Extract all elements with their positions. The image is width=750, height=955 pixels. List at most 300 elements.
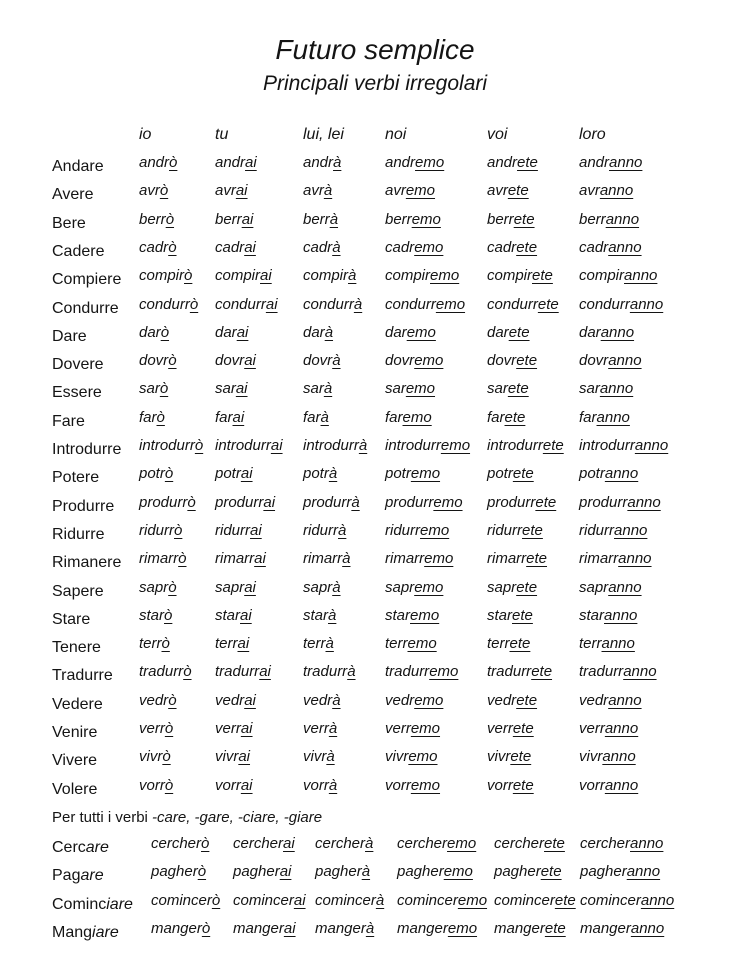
verb-infinitive [52,611,90,629]
verb-infinitive [52,924,119,942]
conjugation-cell [215,579,256,596]
conjugation-cell [579,777,638,794]
conjugation-ending: ò [197,863,207,881]
conjugation-stem: potr [487,465,513,483]
conjugation-stem: star [385,606,411,624]
conjugation-ending: emo [420,521,450,539]
conjugation-cell [303,579,341,596]
conjugation-stem: sar [215,380,236,398]
conjugation-cell [139,579,177,596]
conjugation-ending: anno [599,380,634,398]
conjugation-ending: emo [406,323,436,341]
verb-infinitive [52,328,87,346]
conjugation-ending: anno [623,663,657,681]
conjugation-cell [385,748,438,765]
conjugation-stem: dar [487,323,509,341]
conjugation-ending: ete [512,606,533,624]
conjugation-ending: ete [512,720,534,737]
conjugation-cell [385,324,436,341]
conjugation-ending: ai [237,635,250,653]
conjugation-stem: far [487,408,505,426]
verb-row [0,835,750,863]
conjugation-cell [139,437,203,454]
conjugation-ending: ò [211,891,221,909]
conjugation-cell [139,267,192,284]
conjugation-cell [385,635,437,652]
conjugation-ending: à [353,295,363,313]
conjugation-cell [139,380,168,397]
conjugation-stem: comincer [151,891,212,909]
conjugation-cell [487,324,530,341]
verb-infinitive-text: Potere [52,469,100,487]
verb-infinitive [52,469,99,487]
conjugation-cell [139,494,196,511]
conjugation-cell [215,777,253,794]
conjugation-ending: anno [627,493,661,511]
conjugation-stem: introdurr [215,437,271,454]
verb-infinitive-text: Tradurre [52,667,113,685]
conjugation-cell [487,352,537,369]
conjugation-ending: anno [600,323,635,341]
conjugation-cell [139,748,171,765]
conjugation-stem: dar [385,323,407,341]
conjugation-ending: ò [164,776,174,794]
conjugation-ending: anno [599,182,634,200]
conjugation-ending: emo [429,663,459,681]
conjugation-cell [385,720,440,737]
verb-row [0,522,750,550]
conjugation-cell [487,720,534,737]
conjugation-cell [303,748,335,765]
conjugation-stem: compir [487,267,533,285]
conjugation-ending: ò [164,720,174,737]
conjugation-cell [579,692,642,709]
conjugation-stem: vedr [303,691,333,709]
conjugation-ending: à [332,578,341,596]
conjugation-stem: potr [139,465,165,483]
conjugation-stem: potr [579,465,605,483]
verb-infinitive [52,384,102,402]
conjugation-cell [315,920,374,937]
verb-row [0,296,750,324]
conjugation-stem: comincer [397,891,458,909]
conjugation-ending: à [328,776,338,794]
conjugation-stem: compir [303,267,349,285]
conjugation-stem: vorr [579,776,605,794]
header-loro: loro [579,126,606,143]
conjugation-stem: vorr [215,776,241,794]
conjugation-stem: verr [303,720,329,737]
verb-infinitive-text: Stare [52,610,91,628]
verb-infinitive-text: Produrre [52,497,115,515]
verb-row [0,267,750,295]
conjugation-stem: ridurr [139,521,175,539]
conjugation-ending: ai [245,154,257,171]
conjugation-cell [303,663,356,680]
conjugation-cell [579,267,657,284]
conjugation-cell [233,863,291,880]
conjugation-ending: emo [405,182,436,200]
conjugation-stem: produrr [215,493,264,511]
conjugation-cell [303,324,333,341]
conjugation-stem: ridurr [215,521,251,539]
conjugation-cell [139,777,173,794]
verb-infinitive [52,215,86,233]
conjugation-ending: ò [159,380,169,398]
conjugation-cell [303,550,351,567]
conjugation-ending: à [333,154,342,171]
conjugation-ending: à [332,691,341,709]
conjugation-stem: ridurr [385,521,421,539]
conjugation-ending: ai [250,521,262,539]
verb-infinitive [52,300,119,318]
conjugation-ending: emo [407,635,437,653]
conjugation-stem: tradurr [303,663,348,681]
conjugation-ending: anno [604,720,639,737]
conjugation-ending: ò [160,323,170,341]
conjugation-stem: star [579,606,605,624]
verb-infinitive-text: Sapere [52,582,104,600]
conjugation-cell [303,296,362,313]
verb-row [0,920,750,948]
conjugation-cell [487,748,531,765]
conjugation-stem: vivr [303,748,327,766]
conjugation-cell [580,920,664,937]
conjugation-stem: dar [579,323,601,341]
verb-infinitive-text: Ridurre [52,525,105,543]
page-title: Futuro semplice [275,34,475,65]
conjugation-stem: dovr [487,352,517,370]
conjugation-cell [385,239,443,256]
conjugation-ending: ai [244,691,256,709]
conjugation-ending: à [365,835,374,852]
conjugation-cell [139,154,177,171]
conjugation-ending: ò [164,465,174,483]
conjugation-stem: tradurr [139,663,184,681]
conjugation-ending: emo [433,493,463,511]
conjugation-cell [303,352,341,369]
conjugation-cell [579,182,633,199]
verb-infinitive [52,896,133,914]
conjugation-cell [139,692,177,709]
conjugation-cell [494,835,565,852]
conjugation-ending: à [358,437,368,454]
verb-infinitive-stem: Mang [52,923,93,941]
conjugation-stem: avr [215,182,236,200]
conjugation-stem: dar [139,323,161,341]
conjugation-ending: emo [410,606,440,624]
conjugation-stem: dovr [139,352,169,370]
conjugation-cell [215,550,266,567]
conjugation-cell [303,267,356,284]
conjugation-stem: sar [385,380,406,398]
verb-row [0,720,750,748]
conjugation-stem: compir [139,267,185,285]
conjugation-ending: à [323,380,333,398]
conjugation-stem: produrr [385,493,434,511]
conjugation-stem: berr [215,210,242,228]
conjugation-stem: rimarr [487,550,527,568]
conjugation-stem: dovr [303,352,333,370]
verb-infinitive [52,583,104,601]
conjugation-ending: anno [630,835,664,852]
conjugation-stem: star [139,606,165,624]
conjugation-ending: ete [554,891,576,909]
conjugation-ending: anno [608,691,642,709]
conjugation-ending: ò [156,408,165,426]
conjugation-cell [487,465,534,482]
conjugation-ending: ete [532,267,553,285]
verb-infinitive-text: Essere [52,384,102,402]
conjugation-cell [151,892,220,909]
conjugation-stem: terr [139,635,162,653]
conjugation-cell [215,296,278,313]
conjugation-ending: ò [184,267,193,285]
verb-infinitive-stem: Pag [52,867,81,885]
conjugation-cell [487,607,533,624]
conjugation-cell [233,835,295,852]
conjugation-stem: sar [139,380,160,398]
conjugation-ending: ete [540,863,562,881]
conjugation-ending: ai [235,182,248,200]
conjugation-stem: vorr [139,776,165,794]
conjugation-cell [303,777,337,794]
conjugation-cell [233,892,306,909]
conjugation-stem: sapr [579,578,609,596]
conjugation-cell [215,380,248,397]
conjugation-ending: emo [457,891,488,909]
verb-row [0,579,750,607]
conjugation-stem: andr [579,154,610,171]
verb-row [0,182,750,210]
verb-row [0,663,750,691]
verb-infinitive-text: Rimanere [52,554,122,572]
conjugation-stem: avr [385,182,406,200]
conjugation-ending: ai [235,380,248,398]
conjugation-ending: ete [537,295,559,313]
conjugation-stem: berr [139,210,166,228]
conjugation-ending: ò [187,493,196,511]
header-lui-lei: lui, lei [303,126,344,143]
conjugation-ending: anno [630,919,665,937]
conjugation-ending: emo [435,295,466,313]
conjugation-stem: cercher [494,835,545,852]
conjugation-cell [385,267,459,284]
verb-infinitive [52,781,97,799]
conjugation-cell [579,720,638,737]
conjugation-cell [397,835,476,852]
conjugation-stem: condurr [579,295,630,313]
conjugation-ending: à [351,493,360,511]
conjugation-stem: dovr [579,352,609,370]
verb-infinitive [52,271,121,289]
conjugation-cell [385,380,435,397]
conjugation-ending: à [361,863,371,881]
conjugation-ending: anno [604,606,638,624]
conjugation-stem: vorr [385,776,411,794]
conjugation-cell [303,522,346,539]
conjugation-stem: rimarr [139,550,179,568]
conjugation-cell [487,663,552,680]
conjugation-ending: ò [189,295,199,313]
conjugation-ending: ai [240,465,253,483]
conjugation-ending: ete [512,465,534,483]
conjugation-stem: vorr [303,776,329,794]
conjugation-cell [487,692,537,709]
conjugation-ending: emo [410,720,441,737]
conjugation-cell [385,550,453,567]
conjugation-stem: sapr [303,578,333,596]
conjugation-stem: compir [215,267,261,285]
conjugation-ending: ai [240,606,252,624]
conjugation-cell [385,692,443,709]
conjugation-stem: compir [579,267,625,285]
conjugation-stem: star [215,606,241,624]
conjugation-cell [487,437,564,454]
conjugation-cell [579,380,633,397]
conjugation-stem: potr [385,465,411,483]
conjugation-cell [385,777,440,794]
conjugation-stem: berr [303,210,330,228]
conjugation-cell [487,494,556,511]
conjugation-ending: emo [443,863,473,881]
conjugation-cell [215,748,250,765]
conjugation-cell [487,239,537,256]
conjugation-stem: dovr [385,352,415,370]
conjugation-stem: vorr [487,776,513,794]
conjugation-ending: anno [626,863,661,881]
conjugation-stem: rimarr [385,550,425,568]
verb-infinitive-text: Cadere [52,242,105,260]
verb-row [0,635,750,663]
conjugation-stem: cadr [303,238,333,256]
conjugation-ending: à [365,919,375,937]
verb-infinitive [52,667,113,685]
conjugation-stem: vivr [579,748,603,766]
conjugation-ending: à [323,182,333,200]
conjugation-cell [579,437,668,454]
conjugation-ending: ai [270,437,283,454]
conjugation-cell [303,154,341,171]
verb-infinitive-text: Dare [52,327,87,345]
conjugation-cell [215,267,272,284]
conjugation-ending: à [320,408,329,426]
conjugation-stem: vivr [385,748,409,766]
conjugation-cell [303,211,338,228]
conjugation-cell [397,892,487,909]
conjugation-cell [579,211,639,228]
conjugation-cell [215,635,249,652]
conjugation-ending: ai [283,919,296,937]
conjugation-cell [303,720,337,737]
conjugation-ending: ete [526,550,548,568]
conjugation-ending: ò [164,606,173,624]
conjugation-stem: andr [139,154,170,171]
verb-infinitive [52,554,121,572]
conjugation-ending: anno [602,748,636,766]
conjugation-ending: ò [174,521,183,539]
conjugation-stem: rimarr [303,550,343,568]
conjugation-cell [139,550,187,567]
conjugation-stem: produrr [139,493,188,511]
conjugation-ending: anno [604,776,639,794]
conjugation-stem: andr [215,154,246,171]
conjugation-ending: ai [259,663,271,681]
verb-row [0,863,750,891]
conjugation-cell [487,409,525,426]
conjugation-cell [215,720,253,737]
conjugation-cell [580,835,663,852]
conjugation-stem: produrr [303,493,352,511]
conjugation-stem: avr [487,182,508,200]
conjugation-cell [303,692,341,709]
verb-infinitive-text: Fare [52,412,85,430]
conjugation-stem: verr [487,720,513,737]
conjugation-cell [487,211,535,228]
conjugation-stem: ridurr [579,521,615,539]
conjugation-ending: à [328,465,338,483]
conjugation-stem: verr [385,720,411,737]
conjugation-stem: vivr [139,748,163,766]
conjugation-ending: emo [402,408,432,426]
conjugation-stem: sapr [385,578,415,596]
conjugation-cell [579,409,630,426]
conjugation-ending: anno [614,521,648,539]
conjugation-ending: ai [254,550,266,568]
verb-infinitive-text: Vedere [52,695,103,713]
conjugation-ending: ai [283,835,295,852]
verb-infinitive-stem: Cerc [52,839,86,856]
conjugation-stem: potr [215,465,241,483]
conjugation-cell [487,550,547,567]
verb-row [0,239,750,267]
conjugation-stem: tradurr [579,663,624,681]
conjugation-cell [385,522,449,539]
conjugation-cell [139,296,198,313]
conjugation-ending: à [347,663,356,681]
conjugation-cell [215,409,244,426]
conjugation-ending: ete [542,437,564,454]
verb-infinitive-text: Introdurre [52,441,122,458]
conjugation-stem: cercher [315,835,366,852]
conjugation-ending: ai [293,891,306,909]
header-io: io [139,126,152,143]
conjugation-ending: ai [240,720,253,737]
conjugation-ending: ete [513,210,535,228]
conjugation-ending: anno [634,437,669,454]
conjugation-stem: vivr [215,748,239,766]
conjugation-stem: comincer [315,891,376,909]
conjugation-stem: cadr [385,238,415,256]
conjugation-ending: anno [640,891,675,909]
conjugation-ending: emo [414,691,444,709]
conjugation-stem: compir [385,267,431,285]
conjugation-stem: comincer [494,891,555,909]
conjugation-cell [215,692,256,709]
conjugation-ending: emo [408,748,438,766]
verb-infinitive-stem: Cominc [52,895,107,913]
conjugation-ending: emo [424,550,454,568]
section-label-prefix: Per tutti i verbi [52,809,153,826]
verb-infinitive [52,639,101,657]
conjugation-stem: manger [580,919,631,937]
conjugation-cell [151,920,210,937]
conjugation-ending: ete [516,352,538,370]
conjugation-stem: vedr [215,691,245,709]
conjugation-ending: anno [618,550,652,568]
conjugation-ending: ete [516,238,538,256]
conjugation-cell [315,863,370,880]
